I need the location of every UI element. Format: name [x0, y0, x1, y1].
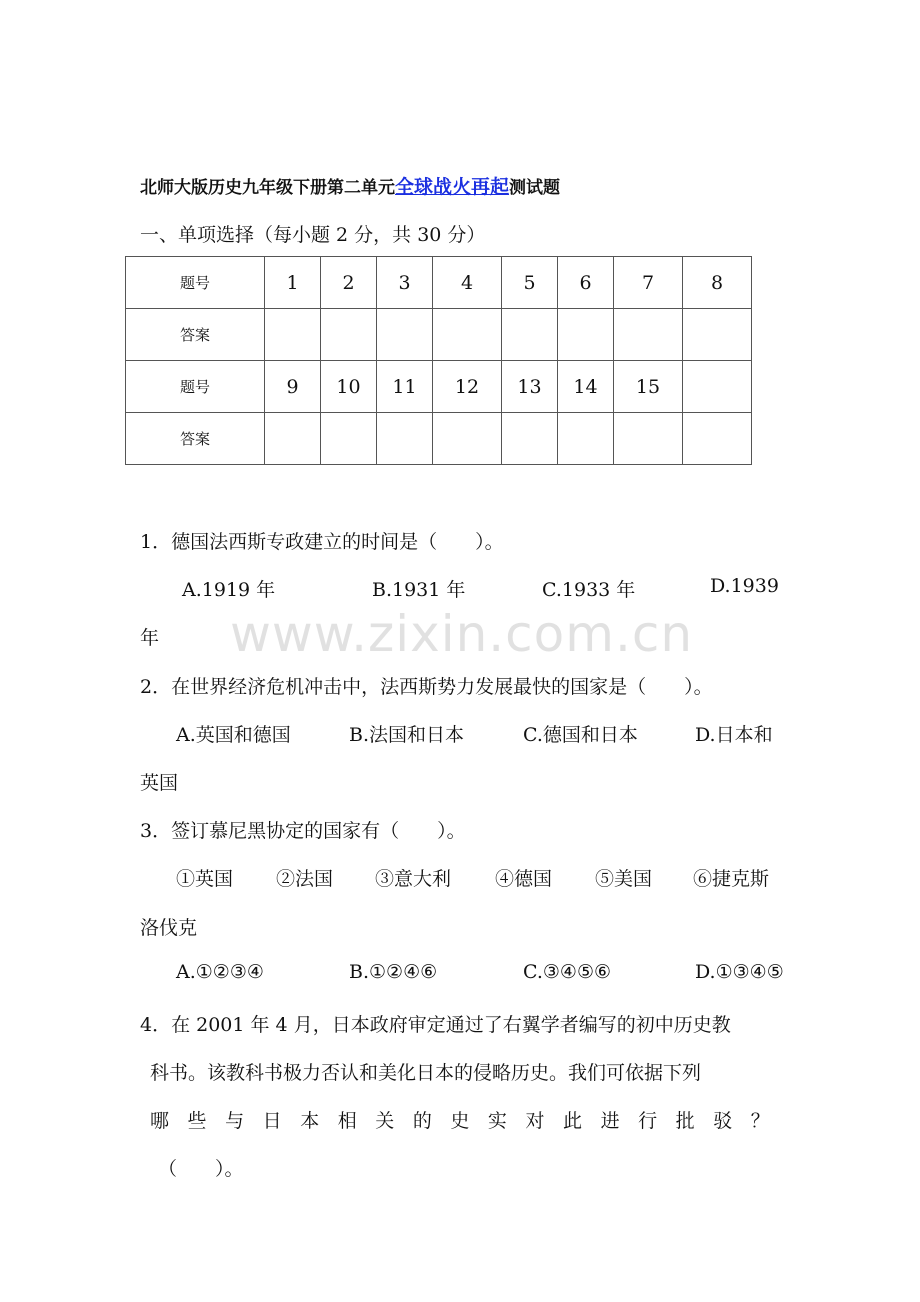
- q3-item: ④德国: [495, 868, 553, 890]
- answer-cell[interactable]: [502, 309, 558, 361]
- table-cell: 题号: [126, 257, 265, 309]
- table-cell: 10: [321, 361, 377, 413]
- q1-wrap: 年: [140, 627, 160, 649]
- q3-option-c: C.③④⑤⑥: [523, 961, 612, 983]
- title-prefix: 北师大版历史九年级下册第二单元: [140, 178, 395, 198]
- q4-char: 史: [450, 1110, 470, 1132]
- answer-cell[interactable]: [321, 309, 377, 361]
- question-4: 4．在 2001 年 4 月，日本政府审定通过了右翼学者编写的初中历史教: [140, 1014, 731, 1036]
- answer-cell[interactable]: [433, 413, 502, 465]
- table-cell: 12: [433, 361, 502, 413]
- table-row: [126, 309, 752, 361]
- answer-cell[interactable]: [502, 413, 558, 465]
- q4-char: 本: [300, 1110, 320, 1132]
- table-cell: 题号: [126, 361, 265, 413]
- table-cell: 2: [321, 257, 377, 309]
- answer-cell[interactable]: [433, 309, 502, 361]
- q2-option-c: C.德国和日本: [523, 724, 638, 746]
- q4-char: 与: [225, 1110, 245, 1132]
- q3-item: ②法国: [276, 868, 334, 890]
- question-2: 2．在世界经济危机冲击中，法西斯势力发展最快的国家是（ ）。: [140, 676, 713, 698]
- table-cell: 4: [433, 257, 502, 309]
- table-cell: 答案: [126, 413, 265, 465]
- question-1: 1．德国法西斯专政建立的时间是（ ）。: [140, 531, 504, 553]
- q4-char: 日: [262, 1110, 282, 1132]
- q4-char: 进: [600, 1110, 620, 1132]
- q4-char: 关: [375, 1110, 395, 1132]
- table-cell: 1: [265, 257, 321, 309]
- q1-option-c: C.1933 年: [542, 579, 636, 601]
- q3-item: ③意大利: [375, 868, 452, 890]
- table-cell: 8: [683, 257, 752, 309]
- q4-char: 相: [337, 1110, 357, 1132]
- answer-cell[interactable]: [321, 413, 377, 465]
- table-cell: 6: [558, 257, 614, 309]
- answer-cell[interactable]: [377, 413, 433, 465]
- q3-item: ⑥捷克斯: [693, 868, 770, 890]
- q4-char: 此: [563, 1110, 583, 1132]
- q4-char: 对: [525, 1110, 545, 1132]
- q4-char: 哪: [150, 1110, 170, 1132]
- answer-cell[interactable]: [614, 309, 683, 361]
- q4-char: ？: [750, 1110, 770, 1132]
- q4-char: 行: [638, 1110, 658, 1132]
- title-link[interactable]: 全球战火再起: [395, 176, 510, 198]
- table-cell: [683, 361, 752, 413]
- table-cell: 3: [377, 257, 433, 309]
- answer-table: [125, 256, 752, 465]
- q3-option-b: B.①②④⑥: [349, 961, 438, 983]
- answer-cell[interactable]: [683, 309, 752, 361]
- q4-char: 些: [187, 1110, 207, 1132]
- table-cell: 13: [502, 361, 558, 413]
- table-row: [126, 361, 752, 413]
- q4-char: 的: [412, 1110, 432, 1132]
- q3-option-d: D.①③④⑤: [695, 961, 784, 983]
- q2-option-d: D.日本和: [695, 724, 773, 746]
- table-row: [126, 413, 752, 465]
- q3-item: ①英国: [176, 868, 234, 890]
- document-title: [140, 172, 560, 199]
- answer-cell[interactable]: [558, 413, 614, 465]
- q4-line-4: （ ）。: [158, 1158, 244, 1180]
- answer-cell[interactable]: [377, 309, 433, 361]
- answer-cell[interactable]: [614, 413, 683, 465]
- table-cell: 7: [614, 257, 683, 309]
- answer-cell[interactable]: [265, 309, 321, 361]
- q4-line-2: 科书。该教科书极力否认和美化日本的侵略历史。我们可依据下列: [150, 1062, 702, 1084]
- q1-option-a: A.1919 年: [182, 579, 276, 601]
- q3-option-a: A.①②③④: [176, 961, 264, 983]
- q4-char: 实: [487, 1110, 507, 1132]
- table-row: [126, 257, 752, 309]
- q2-option-a: A.英国和德国: [176, 724, 291, 746]
- q3-wrap: 洛伐克: [140, 917, 198, 939]
- watermark: www.zixin.com.cn: [230, 605, 694, 663]
- q2-wrap: 英国: [140, 772, 179, 794]
- q4-line-3: [150, 1106, 770, 1133]
- q3-item: ⑤美国: [595, 868, 653, 890]
- table-cell: 答案: [126, 309, 265, 361]
- title-suffix: 测试题: [509, 178, 561, 198]
- table-cell: 11: [377, 361, 433, 413]
- answer-cell[interactable]: [683, 413, 752, 465]
- section-heading: 一、单项选择（每小题 2 分，共 30 分）: [140, 224, 486, 246]
- q1-option-d: D.1939: [710, 575, 779, 597]
- answer-cell[interactable]: [558, 309, 614, 361]
- table-cell: 14: [558, 361, 614, 413]
- question-3: 3．签订慕尼黑协定的国家有（ ）。: [140, 820, 466, 842]
- table-cell: 9: [265, 361, 321, 413]
- q4-char: 批: [675, 1110, 695, 1132]
- q4-char: 驳: [713, 1110, 733, 1132]
- q2-option-b: B.法国和日本: [349, 724, 465, 746]
- answer-cell[interactable]: [265, 413, 321, 465]
- q1-option-b: B.1931 年: [372, 579, 466, 601]
- table-cell: 15: [614, 361, 683, 413]
- table-cell: 5: [502, 257, 558, 309]
